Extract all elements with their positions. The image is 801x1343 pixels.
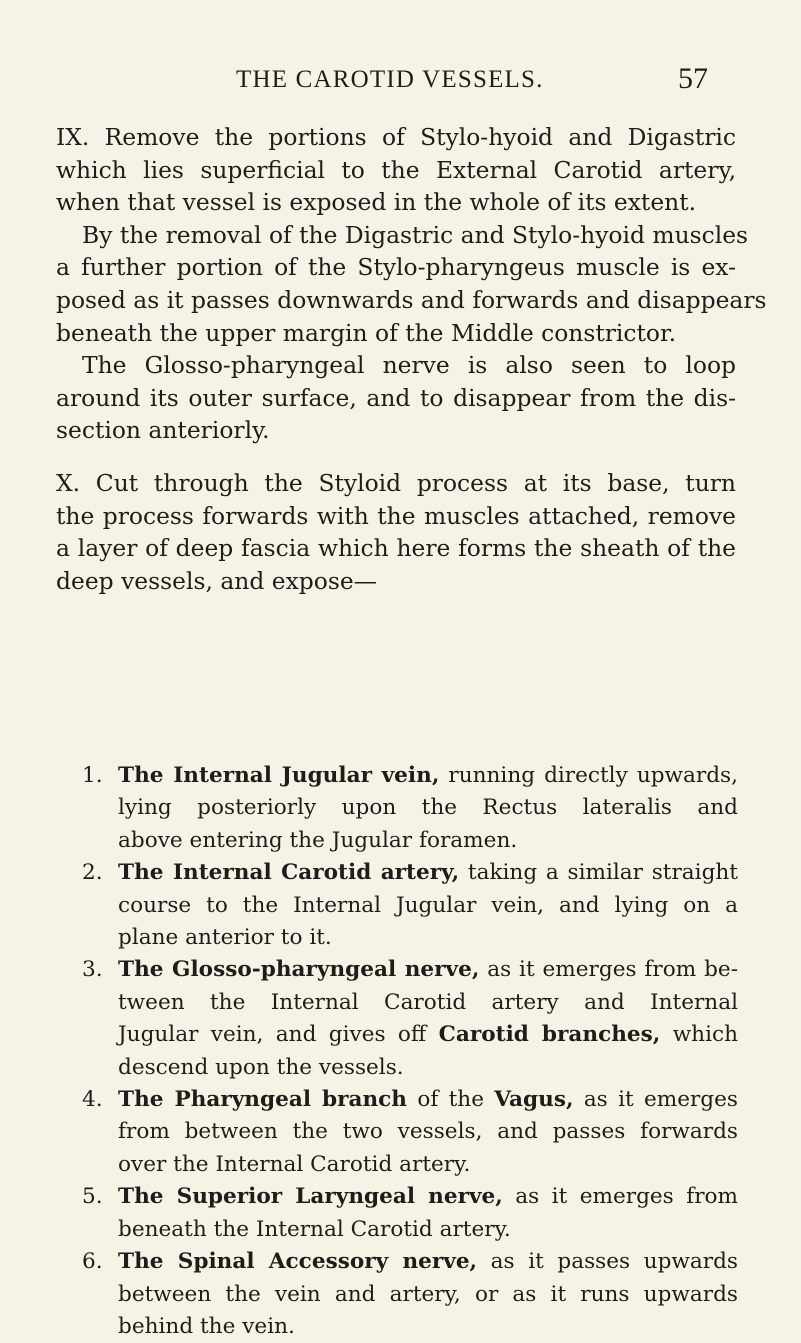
list-item-number: 4. [82, 1087, 103, 1113]
text-line [118, 1084, 738, 1116]
text-line: posed as it passes downwards and forwards and disappears [56, 285, 767, 314]
text-line: around its outer surface, and to disappear from the dis- [56, 383, 736, 412]
list-item-text [118, 857, 738, 954]
text-run: between the vein and artery, or as it runs upwards [118, 1281, 738, 1307]
text-line: IX. Remove the portions of Stylo-hyoid and Digastric [56, 123, 736, 151]
text-run: plane anterior to it. [118, 925, 332, 951]
bold-term: The Superior Laryngeal nerve, [118, 1184, 503, 1210]
list-item-number: 5. [82, 1184, 103, 1210]
text-line: the process forwards with the muscles attached, remove [56, 501, 736, 530]
text-line: a layer of deep fascia which here forms the sheath of the [56, 534, 736, 563]
text-run: taking a similar straight [459, 860, 738, 886]
text-run: beneath the Internal Carotid artery. [118, 1216, 511, 1242]
paragraph-x [56, 467, 736, 597]
list-item [82, 760, 738, 857]
text-line [118, 922, 738, 954]
text-line [118, 1149, 738, 1181]
text-line [118, 825, 738, 857]
bold-term: The Glosso-pharyngeal nerve, [118, 957, 480, 983]
text-run: as it passes upwards [477, 1249, 739, 1275]
text-run: over the Internal Carotid artery. [118, 1151, 471, 1177]
list-item [82, 1181, 738, 1246]
list-item-number: 6. [82, 1249, 103, 1275]
text-run: Jugular vein, and gives off [118, 1022, 439, 1048]
text-line [118, 987, 738, 1019]
text-run: tween the Internal Carotid artery and Internal [118, 989, 738, 1015]
text-line [118, 1279, 738, 1311]
text-line: a further portion of the Stylo-pharyngeus muscle is ex- [56, 253, 736, 282]
list-item-text [118, 1181, 738, 1246]
text-line [118, 1214, 738, 1246]
text-run: lying posteriorly upon the Rectus lateralis and [118, 795, 738, 821]
exposed-structures-list [82, 760, 738, 1343]
text-line [118, 954, 738, 986]
list-item [82, 1084, 738, 1181]
text-run: from between the two vessels, and passes forwards [118, 1119, 738, 1145]
text-line [118, 1246, 738, 1278]
text-line [118, 857, 738, 889]
list-item-number: 2. [82, 860, 103, 886]
text-line: X. Cut through the Styloid process at its base, turn [56, 469, 736, 497]
list-item [82, 954, 738, 1084]
list-item [82, 1246, 738, 1343]
text-line [118, 1052, 738, 1084]
text-line: which lies superficial to the External Carotid artery, [56, 155, 736, 184]
text-line [118, 792, 738, 824]
text-line [118, 1311, 738, 1343]
text-line: beneath the upper margin of the Middle constrictor. [56, 318, 677, 347]
text-run: as it emerges from [502, 1184, 738, 1210]
list-item-text [118, 1246, 738, 1343]
text-run: descend upon the vessels. [118, 1054, 404, 1080]
list-item-number: 1. [82, 763, 103, 788]
text-line: deep vessels, and expose— [56, 566, 378, 595]
list-item-text [118, 954, 738, 1084]
text-line [118, 1019, 738, 1051]
text-line: The Glosso-pharyngeal nerve is also seen to loop [82, 351, 736, 380]
text-line: when that vessel is exposed in the whole of its extent. [56, 188, 697, 217]
text-run: as it emerges [573, 1087, 738, 1113]
bold-term: The Spinal Accessory nerve, [118, 1249, 478, 1275]
text-run: running directly upwards, [439, 763, 738, 788]
list-item [82, 857, 738, 954]
text-line [118, 760, 738, 792]
page-header [0, 62, 801, 106]
text-run: behind the vein. [118, 1313, 295, 1339]
text-run: which [660, 1022, 738, 1048]
text-line: section anteriorly. [56, 416, 270, 445]
text-run: above entering the Jugular foramen. [118, 827, 518, 853]
text-run: course to the Internal Jugular vein, and lying on a [118, 892, 738, 918]
text-line [118, 890, 738, 922]
text-line [118, 1116, 738, 1148]
bold-term: Carotid branches, [438, 1022, 661, 1048]
running-title: THE CAROTID VESSELS. [236, 66, 544, 93]
text-line [118, 1181, 738, 1213]
paragraph-ix [56, 121, 767, 447]
text-run: of the [407, 1087, 495, 1113]
page-number: 57 [678, 62, 708, 95]
list-item-text [118, 1084, 738, 1181]
bold-term: The Internal Carotid artery, [118, 860, 460, 886]
bold-term: Vagus, [494, 1087, 574, 1113]
bold-term: The Internal Jugular vein, [118, 763, 440, 788]
bold-term: The Pharyngeal branch [118, 1087, 408, 1113]
list-item-text [118, 760, 738, 857]
text-line: By the removal of the Digastric and Stylo-hyoid muscles [82, 220, 749, 249]
list-item-number: 3. [82, 957, 103, 983]
text-run: as it emerges from be- [479, 957, 738, 983]
